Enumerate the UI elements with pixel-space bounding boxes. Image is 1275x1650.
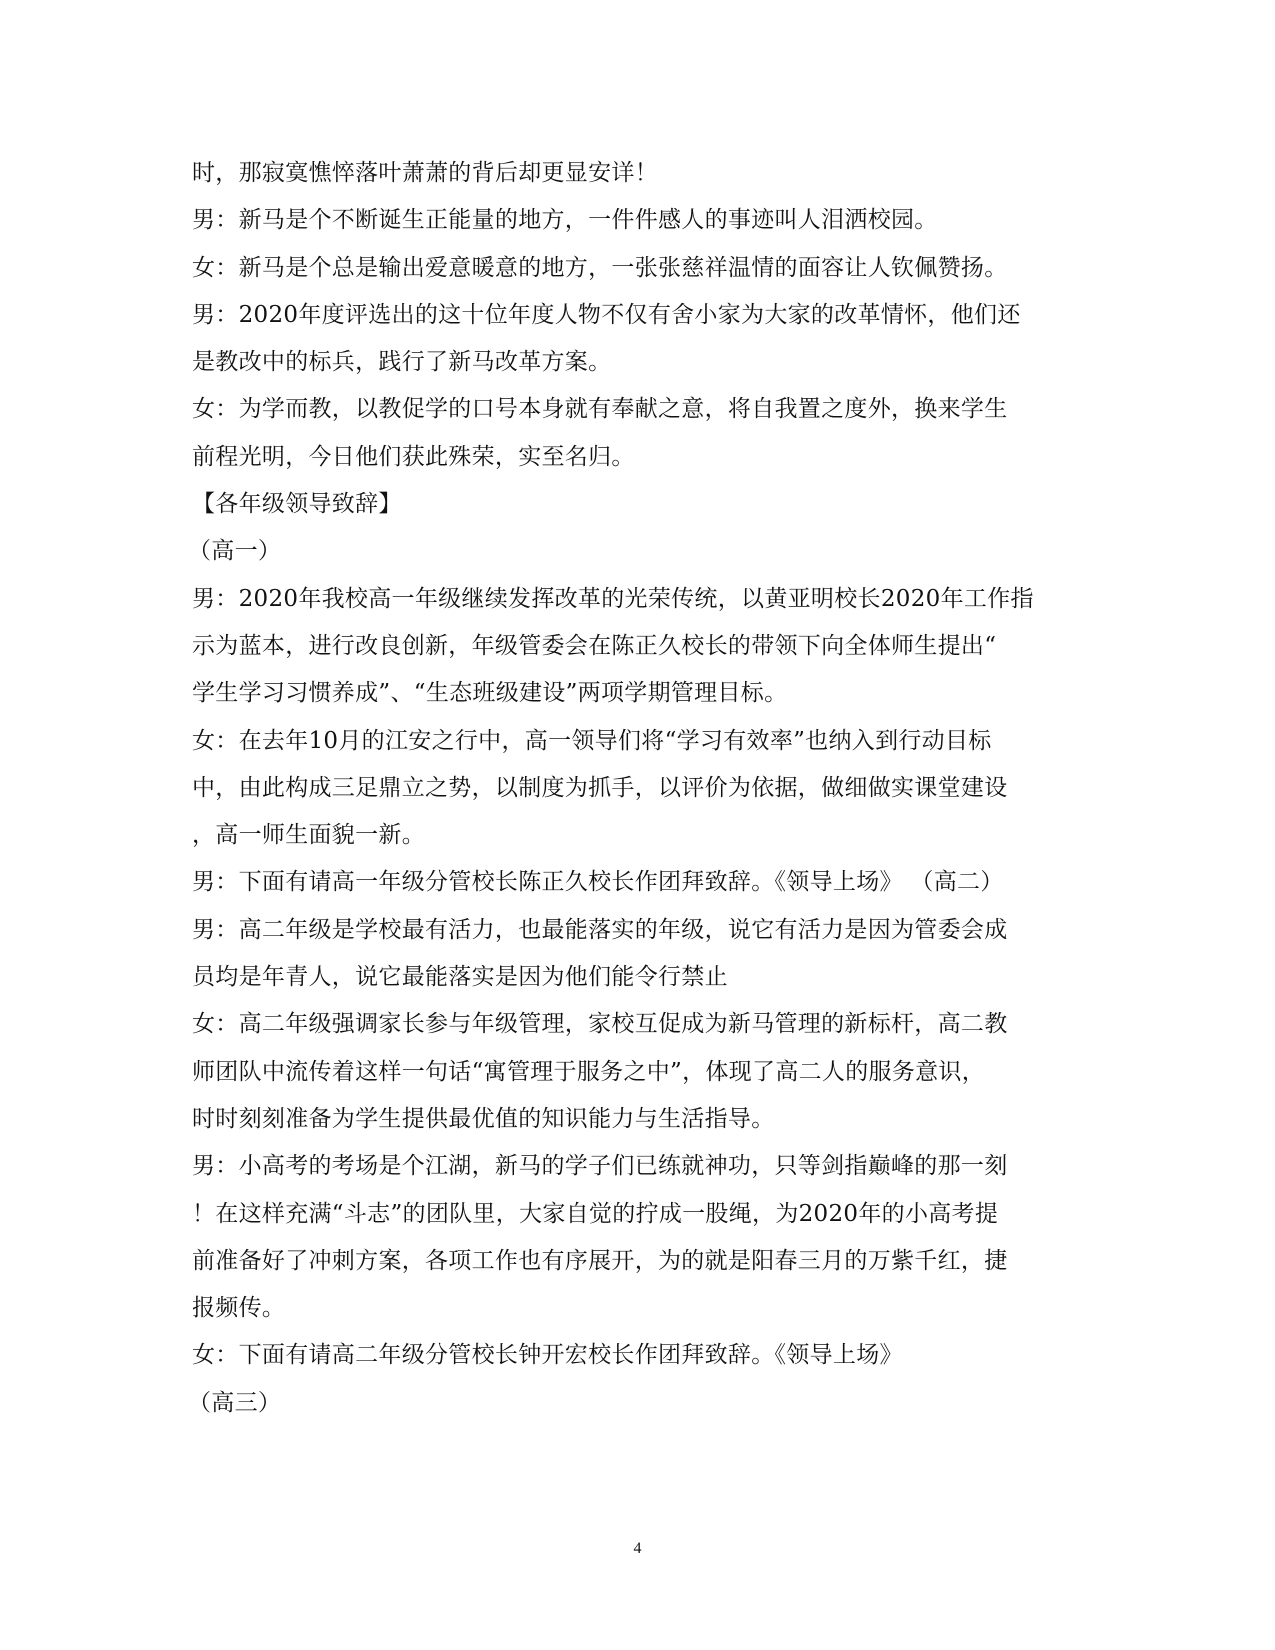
text-line: 女：在去年10月的江安之行中，高一领导们将“学习有效率”也纳入到行动目标 [192, 727, 992, 754]
section-heading: 【各年级领导致辞】 [192, 491, 402, 518]
text-line: 男：高二年级是学校最有活力，也最能落实的年级，说它有活力是因为管委会成 [192, 916, 1008, 943]
text-line: 师团队中流传着这样一句话“寓管理于服务之中”，体现了高二人的服务意识， [192, 1058, 986, 1085]
text-line: 男：下面有请高一年级分管校长陈正久校长作团拜致辞。《领导上场》 （高二） [192, 869, 1004, 896]
text-line: 是教改中的标兵，践行了新马改革方案。 [192, 349, 612, 376]
text-line: 女：下面有请高二年级分管校长钟开宏校长作团拜致辞。《领导上场》 [192, 1342, 903, 1369]
text-line: 男：2020年度评选出的这十位年度人物不仅有舍小家为大家的改革情怀，他们还 [192, 301, 1021, 328]
text-line: 学生学习习惯养成”、“生态班级建设”两项学期管理目标。 [192, 680, 788, 707]
text-line: 男：小高考的考场是个江湖，新马的学子们已练就神功，只等剑指巅峰的那一刻 [192, 1153, 1008, 1180]
page-number: 4 [633, 1540, 642, 1557]
subsection-label: （高三） [188, 1389, 282, 1416]
text-line: 示为蓝本，进行改良创新，年级管委会在陈正久校长的带领下向全体师生提出“ [192, 632, 997, 659]
text-line: ！在这样充满“斗志”的团队里，大家自觉的拧成一股绳，为2020年的小高考提 [192, 1200, 999, 1227]
text-line: 报频传。 [192, 1295, 286, 1322]
text-line: 前程光明，今日他们获此殊荣，实至名归。 [192, 443, 635, 470]
text-line: 中，由此构成三足鼎立之势，以制度为抓手，以评价为依据，做细做实课堂建设 [192, 774, 1008, 801]
text-line: 时，那寂寞憔悴落叶萧萧的背后却更显安详！ [192, 160, 658, 186]
text-line: 女：高二年级强调家长参与年级管理，家校互促成为新马管理的新标杆，高二教 [192, 1011, 1008, 1038]
text-line: 时时刻刻准备为学生提供最优值的知识能力与生活指导。 [192, 1105, 775, 1132]
text-line: 员均是年青人，说它最能落实是因为他们能令行禁止 [192, 964, 728, 991]
text-line: ，高一师生面貌一新。 [192, 822, 425, 849]
text-line: 前准备好了冲刺方案，各项工作也有序展开，为的就是阳春三月的万紫千红，捷 [192, 1247, 1008, 1274]
document-body [188, 150, 1072, 1427]
text-line: 女：新马是个总是输出爱意暖意的地方，一张张慈祥温情的面容让人钦佩赞扬。 [192, 254, 1008, 281]
text-line: 男：新马是个不断诞生正能量的地方，一件件感人的事迹叫人泪洒校园。 [192, 207, 938, 234]
text-line: 男：2020年我校高一年级继续发挥改革的光荣传统，以黄亚明校长2020年工作指 [192, 585, 1034, 612]
subsection-label: （高一） [188, 538, 282, 565]
text-line: 女：为学而教，以教促学的口号本身就有奉献之意，将自我置之度外，换来学生 [192, 396, 1008, 423]
